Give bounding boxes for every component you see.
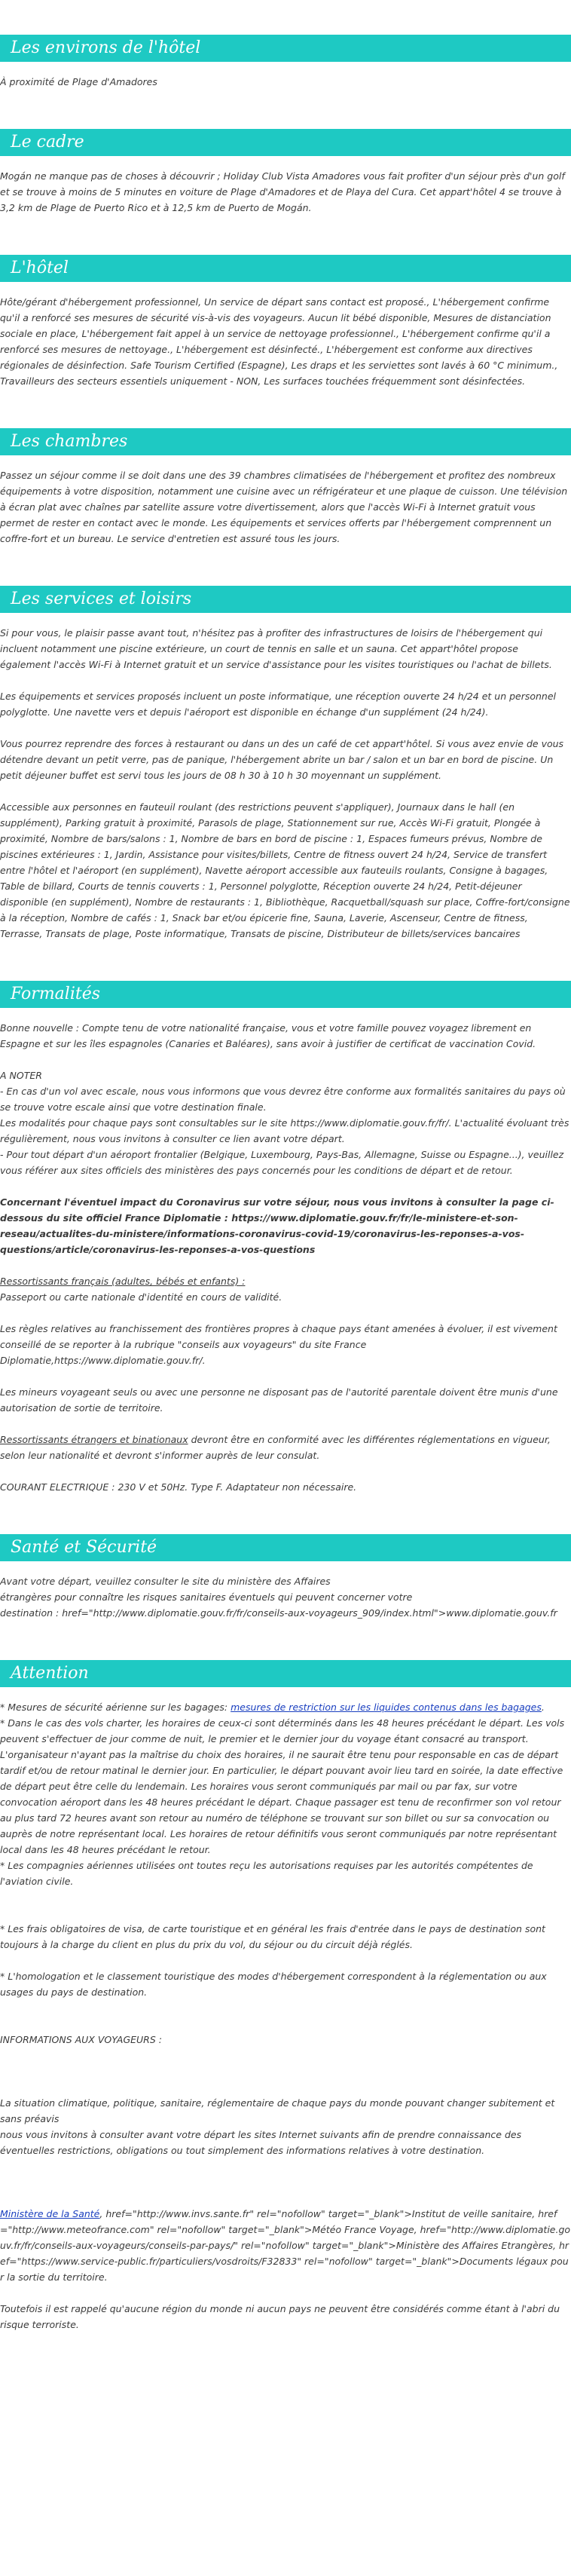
services-amenities-list: Accessible aux personnes en fauteuil roulant (des restrictions peuvent s'appliquer), Journaux dans le hall (en supplément), Parking gratuit à proximité, Parasols de plage, Stationnement sur rue, Accès Wi-Fi gratuit, Plongée à proximité, Nombre de bars/salons : 1, Nombre de bars en bord de piscine : 1, Espaces fumeurs prévus, Nombre de piscines extérieures : 1, Jardin, Assistance pour visites/billets, Centre de fitness ouvert 24 h/24, Service de transfert entre l'hôtel et l'aéroport (en supplément), Navette aéroport accessible aux fauteuils roulants, Consigne à bagages, Table de billard, Courts de tennis couverts : 1, Personnel polyglotte, Réception ouverte 24 h/24, Petit-déjeuner disponible (en supplément), Nombre de restaurants : 1, Bibliothèque, Racquetball/squash sur place, Coffre-fort/consigne à la réception, Nombre de cafés : 1, Snack bar et/ou épicerie fine, Sauna, Laverie, Ascenseur, Centre de fitness, Terrasse, Transats de plage, Poste informatique, Transats de piscine, Distributeur de billets/services bancaires — [0, 801, 570, 939]
spacer — [0, 2016, 571, 2032]
environs-text: À proximité de Plage d'Amadores — [0, 76, 157, 87]
section-title-cadre: Le cadre — [0, 129, 571, 156]
spacer — [0, 2158, 571, 2174]
spacer — [0, 2174, 571, 2190]
ministere-sante-link[interactable]: Ministère de la Santé — [0, 2208, 100, 2219]
mineurs-text: Les mineurs voyageant seuls ou avec une personne ne disposant pas de l'autorité parentale doivent être munis d'une autorisation de sortie de territoire. — [0, 1386, 558, 1414]
section-body-chambres — [0, 455, 571, 547]
foreign-nationals-heading: Ressortissants étrangers et binationaux — [0, 1434, 188, 1445]
section-body-attention — [0, 1687, 571, 2332]
compagnies-text: * Les compagnies aériennes utilisées ont toutes reçu les autorisations requises par les autorités compétentes de l'aviation civile. — [0, 1860, 533, 1887]
chambres-text: Passez un séjour comme il se doit dans une des 39 chambres climatisées de l'hébergement et profitez des nombreux équipements à votre disposition, notamment une cuisine avec un réfrigérateur et une plaque de cuisson. Une télévision à écran plat avec chaînes par satellite assure votre divertissement, alors que l'accès Wi-Fi à Internet gratuit vous permet de rester en contact avec le monde. Les équipements et services offerts par l'hébergement comprennent un coffre-fort et un bureau. Le service d'entretien est assuré tous les jours. — [0, 470, 568, 544]
formalites-nationality-text: Bonne nouvelle : Compte tenu de votre nationalité française, vous et votre famille pouvez voyagez librement en Espagne et sur les îles espagnoles (Canaries et Baléares), sans avoir à justifier de certificat de vaccination Covid. — [0, 1022, 536, 1049]
services-text-1: Si pour vous, le plaisir passe avant tout, n'hésitez pas à profiter des infrastructures de loisirs de l'hébergement qui incluent notamment une piscine extérieure, un court de tennis en salle et un sauna. Cet appart'hôtel propose également l'accès Wi-Fi à Internet gratuit et un service d'assistance pour les visites touristiques ou l'achat de billets. — [0, 627, 552, 670]
section-title-attention: Attention — [0, 1660, 571, 1687]
section-formalites — [0, 942, 571, 1495]
section-title-environs: Les environs de l'hôtel — [0, 35, 571, 62]
section-title-sante: Santé et Sécurité — [0, 1534, 571, 1561]
situation-line-1: La situation climatique, politique, sanitaire, réglementaire de chaque pays du monde pouvant changer subitement et sans préavis — [0, 2097, 555, 2124]
section-body-services — [0, 613, 571, 942]
section-title-services: Les services et loisirs — [0, 586, 571, 613]
section-title-chambres: Les chambres — [0, 428, 571, 455]
nota-heading: A NOTER — [0, 1070, 42, 1081]
frais-text: * Les frais obligatoires de visa, de carte touristique et en général les frais d'entrée dans le pays de destination sont toujours à la charge du client en plus du prix du vol, du séjour ou du circuit déjà réglés. — [0, 1923, 545, 1950]
spacer — [0, 2000, 571, 2016]
courant-electrique: COURANT ELECTRIQUE : 230 V et 50Hz. Type F. Adaptateur non nécessaire. — [0, 1481, 357, 1493]
section-sante — [0, 1495, 571, 1621]
charter-schedule-text: * Dans le cas des vols charter, les horaires de ceux-ci sont déterminés dans les 48 heures précédant le départ. Les vols peuvent s'effectuer de jour comme de nuit, le premier et le dernier jour du voyage étant consacré au transport. L'organisateur n'ayant pas la maîtrise du choix des horaires, il ne saurait être tenu pour responsable en cas de départ tardif et/ou de retour matinal le dernier jour. En particulier, le départ pouvant avoir lieu tard en soirée, la date effective de départ peut être celle du lendemain. Les horaires vous seront communiqués par mail ou par fax, sur votre convocation aéroport dans les 48 heures précédant le départ. Chaque passager est tenu de reconfirmer son vol retour au plus tard 72 heures avant son retour au numéro de téléphone se trouvant sur son billet ou sur sa convocation ou auprès de notre représentant local. Les horaires de retour définitifs vous seront communiqués par notre représentant local dans les 48 heures précédant le retour. — [0, 1717, 565, 1855]
section-body-sante — [0, 1561, 571, 1621]
sante-line-3: destination : href="http://www.diplomatie.gouv.fr/fr/conseils-aux-voyageurs_909/index.html">www.diplomatie.gouv.fr — [0, 1607, 557, 1619]
section-title-formalites: Formalités — [0, 981, 571, 1008]
section-attention — [0, 1621, 571, 2332]
section-body-formalites — [0, 1008, 571, 1495]
bagages-suffix: . — [541, 1702, 545, 1713]
spacer — [0, 2048, 571, 2063]
section-body-cadre — [0, 156, 571, 216]
fr-nationals-block — [0, 1273, 571, 1305]
foreign-nationals-rest: devront être en conformité avec les différentes réglementations en vigueur, selon leur nationalité et devront s'informer auprès de leur consulat. — [0, 1434, 551, 1461]
frontieres-rules: Les règles relatives au franchissement des frontières propres à chaque pays étant amenées à évoluer, il est vivement conseillé de se reporter à la rubrique "conseils aux voyageurs" du site France Diplomatie,https://www.diplomatie.gouv.fr/. — [0, 1323, 557, 1366]
spacer — [0, 1889, 571, 1905]
nota-modalites: Les modalités pour chaque pays sont consultables sur le site https://www.diplomatie.gouv.fr/fr/. L'actualité évoluant très régulièrement, nous vous invitons à consulter ce lien avant votre départ. — [0, 1117, 569, 1144]
section-body-environs — [0, 62, 571, 90]
homologation-text: * L'homologation et le classement touristique des modes d'hébergement correspondent à la réglementation ou aux usages du pays de destination. — [0, 1971, 547, 1998]
bagages-measures — [0, 1699, 571, 1715]
section-environs — [0, 0, 571, 90]
hotel-text: Hôte/gérant d'hébergement professionnel, Un service de départ sans contact est proposé., L'hébergement confirme qu'il a renforcé ses mesures de sécurité vis-à-vis des voyageurs. Aucun lit bébé disponible, Mesures de distanciation sociale en place, L'hébergement fait appel à un service de nettoyage professionnel., L'hébergement confirme qu'il a renforcé ses mesures de nettoyage., L'hébergement est désinfecté., L'hébergement est conforme aux directives régionales de désinfection. Safe Tourism Certified (Espagne), Les draps et les serviettes sont lavés à 60 °C minimum., Travailleurs des secteurs essentiels uniquement - NON, Les surfaces touchées fréquemment sont désinfectées. — [0, 296, 558, 387]
section-body-hotel — [0, 282, 571, 389]
spacer — [0, 2079, 571, 2095]
foreign-nationals-text — [0, 1432, 571, 1463]
fr-nationals-heading: Ressortissants français (adultes, bébés et enfants) : — [0, 1276, 246, 1287]
terrorism-note: Toutefois il est rappelé qu'aucune région du monde ni aucun pays ne peuvent être considérés comme étant à l'abri du risque terroriste. — [0, 2303, 560, 2330]
bagages-prefix: * Mesures de sécurité aérienne sur les bagages: — [0, 1702, 231, 1713]
section-hotel — [0, 216, 571, 389]
section-services — [0, 547, 571, 942]
official-sites-rest: , href="http://www.invs.sante.fr" rel="nofollow" target="_blank">Institut de veille sanitaire, href="http://www.meteofrance.com" rel="nofollow" target="_blank">Météo France Voyage, href="http://www.diplomatie.gouv.fr/fr/conseils-aux-voyageurs/conseils-par-pays/" rel="nofollow" target="_blank">Ministère des Affaires Etrangères, href="https://www.service-public.fr/particuliers/vosdroits/F32833" rel="nofollow" target="_blank">Documents légaux pour la sortie du territoire. — [0, 2208, 571, 2283]
services-text-2: Les équipements et services proposés incluent un poste informatique, une réception ouverte 24 h/24 et un personnel polyglotte. Une navette vers et depuis l'aéroport est disponible en échange d'un supplément (24 h/24). — [0, 691, 557, 718]
info-voyageurs-heading: INFORMATIONS AUX VOYAGEURS : — [0, 2034, 162, 2045]
section-title-hotel: L'hôtel — [0, 255, 571, 282]
liquids-restriction-link[interactable]: mesures de restriction sur les liquides contenus dans les bagages — [231, 1702, 542, 1713]
sante-line-2: étrangères pour connaître les risques sanitaires éventuels qui peuvent concerner votre — [0, 1591, 413, 1603]
formalites-nota-block — [0, 1067, 571, 1178]
sante-line-1: Avant votre départ, veuillez consulter le site du ministère des Affaires — [0, 1576, 331, 1587]
nota-escale: - En cas d'un vol avec escale, nous vous informons que vous devrez être conforme aux formalités sanitaires du pays où se trouve votre escale ainsi que votre destination finale. — [0, 1086, 566, 1113]
official-sites-list — [0, 2206, 571, 2285]
situation-line-2: nous vous invitons à consulter avant votre départ les sites Internet suivants afin de prendre connaissance des éventuelles restrictions, obligations ou tout simplement des informations relatives à votre destination. — [0, 2129, 522, 2156]
coronavirus-note: Concernant l'éventuel impact du Coronavirus sur votre séjour, nous vous invitons à consulter la page ci-dessous du site officiel France Diplomatie : https://www.diplomatie.gouv.fr/fr/le-ministere-et-son-reseau/actualites-du-ministere/informations-coronavirus-covid-19/coronavirus-les-reponses-a-vos-questions/article/coronavirus-les-reponses-a-vos-questions — [0, 1196, 554, 1255]
section-cadre — [0, 90, 571, 216]
nota-aeroport-frontalier: - Pour tout départ d'un aéroport frontalier (Belgique, Luxembourg, Pays-Bas, Allemagne, Suisse ou Espagne...), veuillez vous référer aux sites officiels des ministères des pays concernés pour les conditions de départ et de retour. — [0, 1149, 564, 1176]
fr-nationals-text: Passeport ou carte nationale d'identité en cours de validité. — [0, 1291, 282, 1303]
spacer — [0, 2063, 571, 2079]
section-chambres — [0, 389, 571, 547]
services-text-3: Vous pourrez reprendre des forces à restaurant ou dans un des un café de cet appart'hôtel. Si vous avez envie de vous détendre devant un petit verre, pas de panique, l'hébergement abrite un bar / salon et un bar en bord de piscine. Un petit déjeuner buffet est servi tous les jours de 08 h 30 à 10 h 30 moyennant un supplément. — [0, 738, 564, 781]
cadre-text: Mogán ne manque pas de choses à découvrir ; Holiday Club Vista Amadores vous fait profiter d'un séjour près d'un golf et se trouve à moins de 5 minutes en voiture de Plage d'Amadores et de Playa del Cura. Cet appart'hôtel 4 se trouve à 3,2 km de Plage de Puerto Rico et à 12,5 km de Puerto de Mogán. — [0, 170, 565, 213]
